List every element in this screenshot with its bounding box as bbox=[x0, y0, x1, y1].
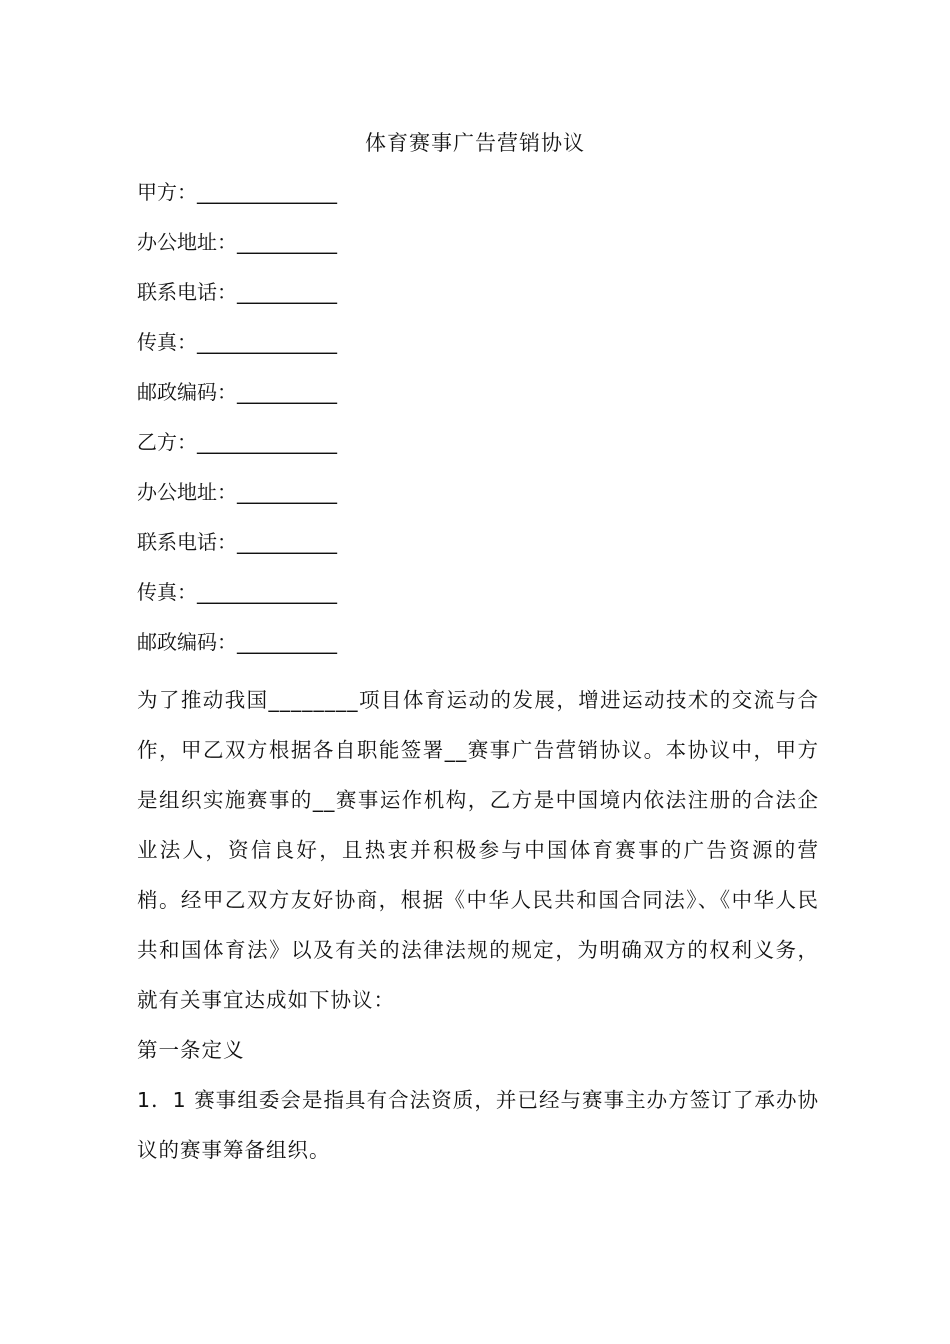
party-a-fax-field: 传真：______________ bbox=[137, 330, 337, 354]
party-a-phone-field: 联系电话：__________ bbox=[137, 280, 337, 304]
party-a-postcode-field: 邮政编码：__________ bbox=[137, 380, 337, 404]
article-1-heading: 第一条定义 bbox=[137, 1038, 245, 1062]
clause-1-1: 1．1 赛事组委会是指具有合法资质，并已经与赛事主办方签订了承办协议的赛事筹备组织。 bbox=[137, 1088, 819, 1162]
party-b-postcode-field: 邮政编码：__________ bbox=[137, 630, 337, 654]
preamble-paragraph: 为了推动我国________项目体育运动的发展，增进运动技术的交流与合作，甲乙双方根据各自职能签署__赛事广告营销协议。本协议中，甲方是组织实施赛事的__赛事运作机构，乙方是中国境内依法注册的合法企业法人，资信良好，且热衷并积极参与中国体育赛事的广告资源的营梢。经甲乙双方友好协商，根据《中华人民共和国合同法》、《中华人民共和国体育法》以及有关的法律法规的规定，为明确双方的权利义务，就有关事宜达成如下协议： bbox=[137, 688, 819, 1012]
party-b-fax-field: 传真：______________ bbox=[137, 580, 337, 604]
party-a-field: 甲方：______________ bbox=[137, 180, 337, 204]
party-b-address-field: 办公地址：__________ bbox=[137, 480, 337, 504]
party-b-field: 乙方：______________ bbox=[137, 430, 337, 454]
party-b-phone-field: 联系电话：__________ bbox=[137, 530, 337, 554]
party-info-section bbox=[137, 177, 817, 677]
agreement-body bbox=[137, 675, 819, 1175]
party-a-address-field: 办公地址：__________ bbox=[137, 230, 337, 254]
document-title: 体育赛事广告营销协议 bbox=[365, 131, 585, 155]
